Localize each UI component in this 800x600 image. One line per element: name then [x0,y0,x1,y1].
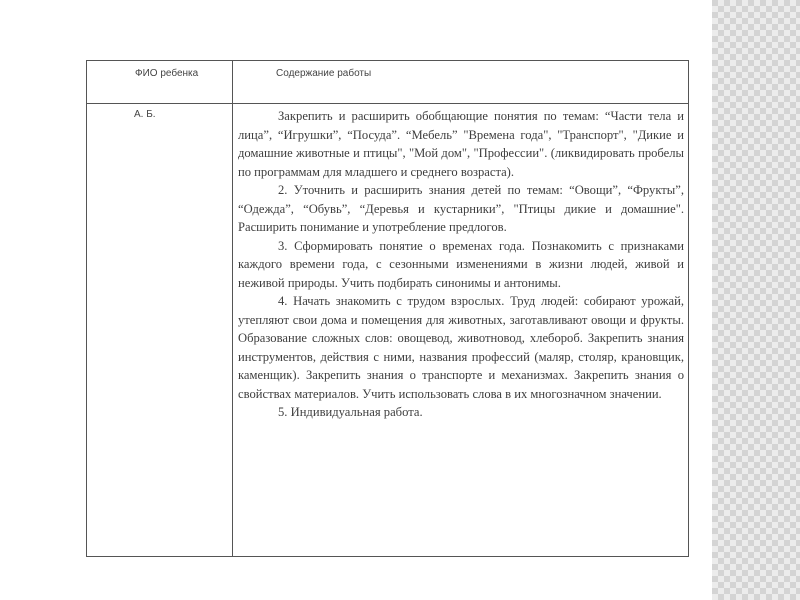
content-paragraph-4: 4. Начать знакомить с трудом взрослых. Труд людей: собирают урожай, утепляют свои дома и помещения для животных, заготавливают овощи и фрукты. Образование сложных слов: овощевод, животновод, хлебороб. Закрепить знания инструментов, действия с ними, названия профессий (маляр, столяр, крановщик, каменщик). Закрепить знания о транспорте и механизмах. Закрепить знания о свойствах материалов. Учить использовать слова в их многозначном значении. [238,294,684,401]
header-divider [87,103,688,104]
content-paragraph-5: 5. Индивидуальная работа. [278,405,423,419]
work-content-cell [238,107,684,422]
work-plan-table [86,60,689,557]
column-divider [232,61,233,556]
child-name-cell: А. Б. [134,109,156,120]
content-paragraph-2: 2. Уточнить и расширить знания детей по темам: “Овощи”, “Фрукты”, “Одежда”, “Обувь”, “Деревья и кустарники”, "Птицы дикие и домашние". Расширить понимание и употребление предлогов. [238,183,684,234]
checkered-border-decoration [712,0,800,600]
content-paragraph-1: Закрепить и расширить обобщающие понятия по темам: “Части тела и лица”, “Игрушки”, “Посуда”. “Мебель” "Времена года", "Транспорт", "Дикие и домашние животные и птицы", "Мой дом", "Профессии". (ликвидировать пробелы по программам для младшего и среднего возраста). [238,109,684,179]
header-work-content: Содержание работы [276,68,372,79]
content-paragraph-3: 3. Сформировать понятие о временах года. Познакомить с признаками каждого времени года, с сезонными изменениями в жизни людей, живой и неживой природы. Учить подбирать синонимы и антонимы. [238,238,684,290]
header-child-name: ФИО ребенка [135,68,199,79]
